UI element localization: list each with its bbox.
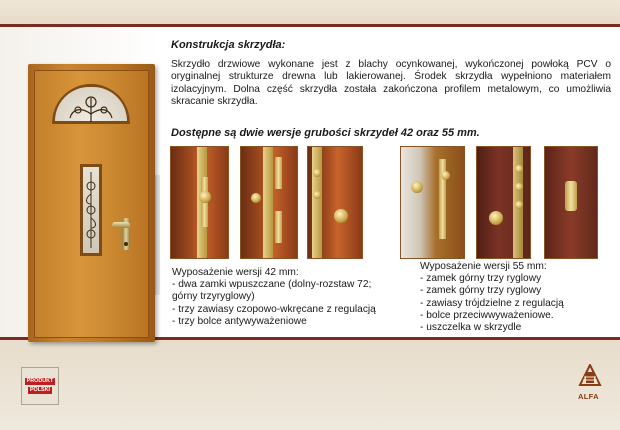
photo-55-hinge bbox=[545, 147, 597, 258]
photo-42-lock bbox=[171, 147, 228, 258]
equipment-42-title: Wyposażenie wersji 42 mm: bbox=[172, 267, 299, 278]
list-item: - zawiasy trójdzielne z regulacją bbox=[420, 298, 610, 310]
door-leaf bbox=[34, 70, 149, 338]
door-frame bbox=[28, 64, 155, 342]
badge-line1: PRODUKT bbox=[26, 378, 54, 384]
photo-42-hinge bbox=[241, 147, 297, 258]
photo-55-bolts bbox=[477, 147, 530, 258]
glass-ornament bbox=[80, 164, 102, 256]
equipment-42-list bbox=[172, 279, 402, 328]
list-item: - trzy bolce antywyważeniowe bbox=[172, 316, 402, 328]
brand-name: ALFA bbox=[578, 392, 599, 401]
list-item: - bolce przeciwwyważeniowe. bbox=[420, 310, 610, 322]
alfa-logo-icon bbox=[578, 364, 602, 386]
list-item: górny trzyryglowy) bbox=[172, 291, 255, 303]
fanlight-glass bbox=[52, 84, 130, 124]
list-item: - dwa zamki wpuszczane (dolny-rozstaw 72; bbox=[172, 279, 402, 291]
list-item: - trzy zawiasy czopowo-wkręcane z regulacją bbox=[172, 304, 402, 316]
intro-paragraph: Skrzydło drzwiowe wykonane jest z blachy ocynkowanej, wykończonej powłoką PCV o oryginalnej strukturze drewna lub lakierowanej. Środek skrzydła wypełniono materiałem izolacyjnym. Dolna część skrzydła została zakończona profilem metalowym, co umożliwia skracanie skrzydła. bbox=[171, 59, 611, 108]
section-heading: Konstrukcja skrzydła: bbox=[171, 39, 286, 51]
equipment-55-title: Wyposażenie wersji 55 mm: bbox=[420, 261, 547, 272]
equipment-55-list bbox=[420, 273, 610, 334]
fanlight-ornament bbox=[52, 84, 130, 124]
versions-title: Dostępne są dwie wersje grubości skrzydeł 42 oraz 55 mm. bbox=[171, 127, 480, 139]
list-item: - uszczelka w skrzydle bbox=[420, 322, 610, 334]
bottom-banner bbox=[0, 337, 620, 430]
door-handle bbox=[112, 222, 130, 228]
door-illustration bbox=[0, 27, 160, 337]
photo-55-lock bbox=[401, 147, 464, 258]
keyhole bbox=[124, 242, 128, 246]
list-item: - zamek górny trzy ryglowy bbox=[420, 273, 610, 285]
list-item: - zamek górny trzy ryglowy bbox=[420, 285, 610, 297]
side-glass-panel bbox=[80, 164, 102, 256]
photo-42-bolt bbox=[308, 147, 362, 258]
produkt-polski-badge bbox=[21, 367, 59, 405]
badge-line2: POLSKI bbox=[29, 387, 51, 393]
top-banner bbox=[0, 0, 620, 27]
